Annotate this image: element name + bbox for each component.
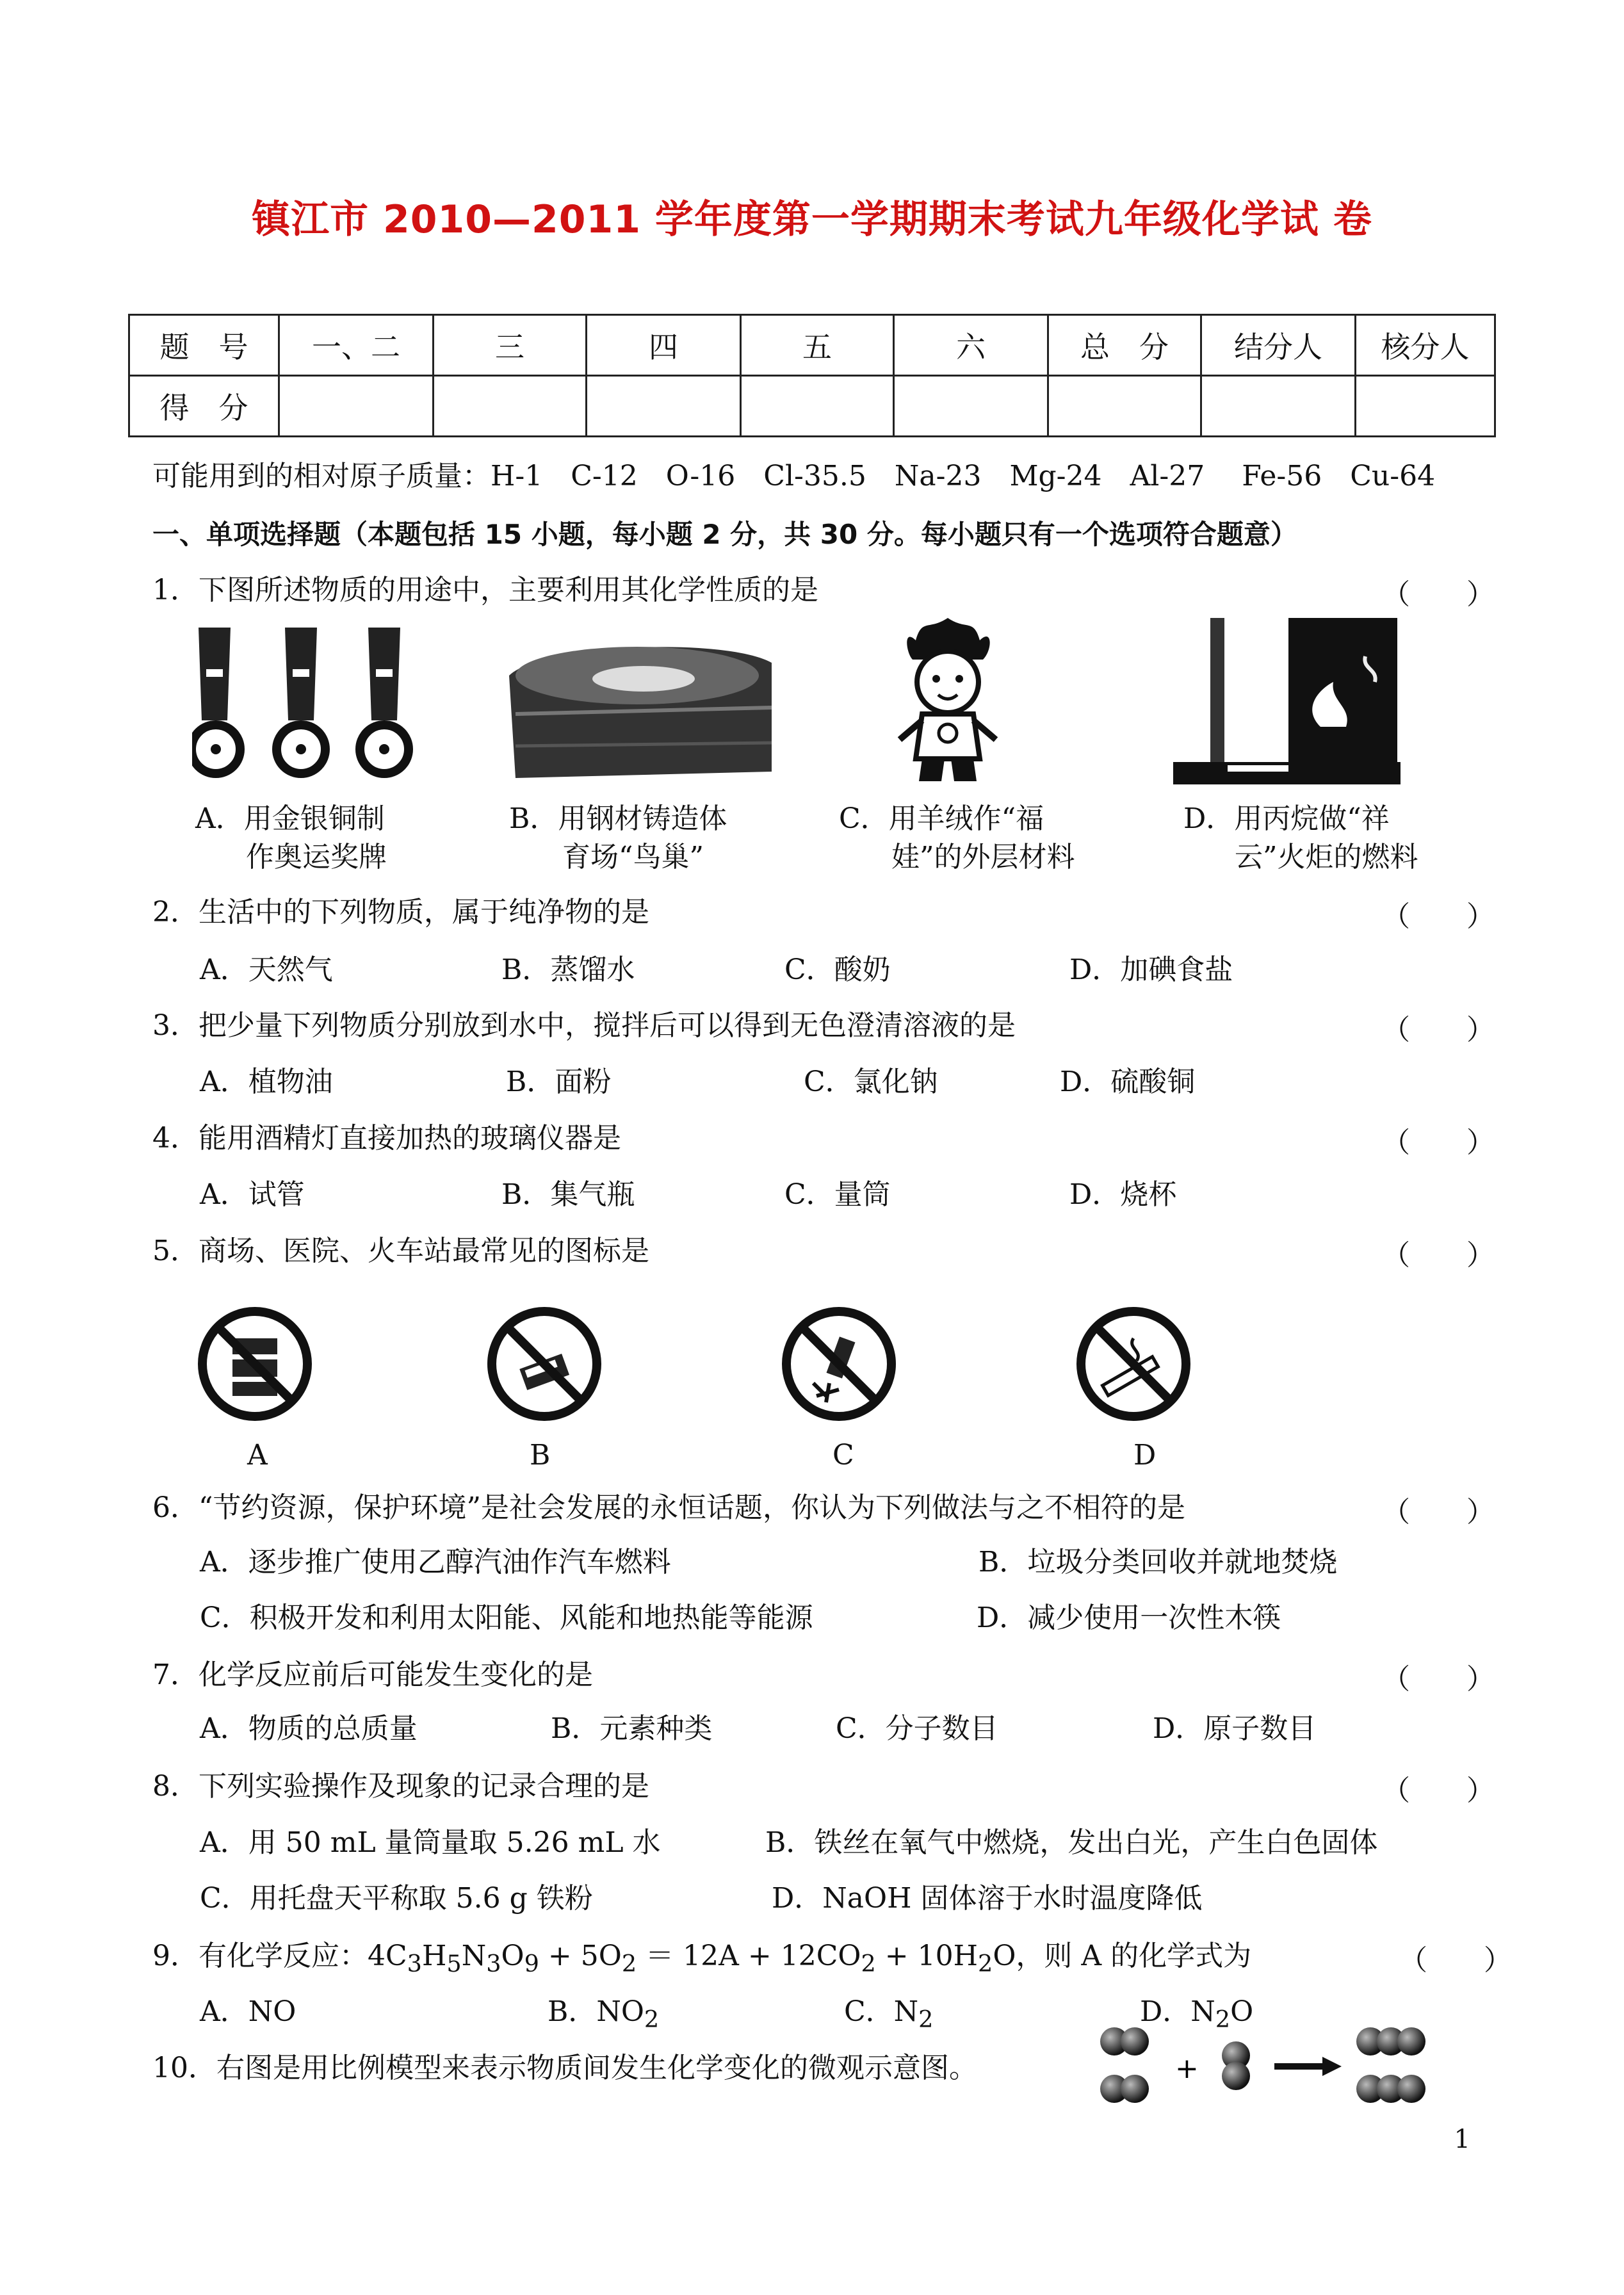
q6-option-c[interactable]: C．积极开发和利用太阳能、风能和地热能等能源 — [200, 1602, 813, 1634]
q9-option-text: D．N — [1140, 1995, 1215, 2028]
subscript: 3 — [407, 1949, 422, 1977]
subscript: 2 — [918, 2005, 934, 2033]
question-6-stem: 6．“节约资源，保护环境”是社会发展的永恒话题，你认为下列做法与之不相符的是 — [152, 1491, 1185, 1524]
q3-option-d[interactable]: D．硫酸铜 — [1060, 1066, 1196, 1098]
subscript: 2 — [978, 1949, 993, 1977]
subscript: 2 — [644, 2005, 660, 2033]
q8-option-d[interactable]: D．NaOH 固体溶于水时温度降低 — [772, 1882, 1203, 1915]
q4-option-b[interactable]: B．集气瓶 — [501, 1178, 635, 1211]
q7-option-c[interactable]: C．分子数目 — [836, 1712, 998, 1745]
score-table — [128, 314, 1496, 437]
score-input-cell[interactable] — [1356, 376, 1495, 437]
q1-option-b-cont: 育场“鸟巢” — [562, 841, 704, 873]
q9-option-text: O — [1230, 1995, 1254, 2028]
fuwa-mascot-image — [890, 615, 1005, 784]
q5-option-c[interactable]: C — [832, 1439, 854, 1472]
page-title: 镇江市 2010—2011 学年度第一学期期末考试九年级化学试 卷 — [252, 197, 1372, 242]
table-row — [129, 315, 1495, 376]
q2-option-d[interactable]: D．加碘食盐 — [1069, 953, 1233, 986]
birds-nest-stadium-image — [503, 637, 778, 784]
q1-option-d[interactable]: D．用丙烷做“祥 — [1183, 802, 1390, 835]
answer-paren[interactable]: （ ） — [1382, 1663, 1495, 1696]
table-cell: 四 — [587, 315, 741, 376]
q6-option-a[interactable]: A．逐步推广使用乙醇汽油作汽车燃料 — [200, 1546, 671, 1578]
score-input-cell[interactable] — [279, 376, 434, 437]
q6-option-b[interactable]: B．垃圾分类回收并就地焚烧 — [978, 1546, 1338, 1578]
q9-text: 9．有化学反应：4C — [152, 1940, 407, 1972]
q8-option-b[interactable]: B．铁丝在氧气中燃烧，发出白光，产生白色固体 — [765, 1826, 1378, 1859]
subscript: 2 — [1215, 2005, 1231, 2033]
table-cell: 核分人 — [1356, 315, 1495, 376]
q1-option-b[interactable]: B．用钢材铸造体 — [509, 802, 727, 835]
score-input-cell[interactable] — [894, 376, 1048, 437]
q9-text: ＝ 12A + 12CO — [637, 1940, 861, 1972]
table-cell: 总 分 — [1048, 315, 1201, 376]
q9-text: O，则 A 的化学式为 — [993, 1940, 1252, 1972]
q2-option-a[interactable]: A．天然气 — [200, 953, 333, 986]
q7-option-d[interactable]: D．原子数目 — [1153, 1712, 1317, 1745]
q9-option-text: B．NO — [548, 1995, 644, 2028]
q8-option-a[interactable]: A．用 50 mL 量筒量取 5.26 mL 水 — [200, 1826, 661, 1859]
plus-sign: + — [1175, 2052, 1199, 2085]
subscript: 2 — [621, 1949, 637, 1977]
q9-option-c[interactable] — [844, 1993, 934, 2039]
atomic-masses: 可能用到的相对原子质量：H-1 C-12 O-16 Cl-35.5 Na-23 Mg-24 Al-27 Fe-56 Cu-64 — [152, 460, 1436, 492]
no-matches-sign-icon — [474, 1300, 615, 1428]
answer-paren[interactable]: （ ） — [1382, 1496, 1495, 1529]
score-input-cell[interactable] — [434, 376, 587, 437]
q2-option-b[interactable]: B．蒸馏水 — [501, 953, 635, 986]
q4-option-d[interactable]: D．烧杯 — [1069, 1178, 1177, 1211]
q7-option-a[interactable]: A．物质的总质量 — [200, 1712, 418, 1745]
no-fuel-drum-sign-icon — [178, 1300, 332, 1428]
answer-paren[interactable]: （ ） — [1382, 900, 1495, 933]
score-input-cell[interactable] — [1048, 376, 1201, 437]
section-heading: 一、单项选择题（本题包括 15 小题，每小题 2 分，共 30 分。每小题只有一个选项符合题意） — [152, 519, 1297, 550]
q4-option-a[interactable]: A．试管 — [200, 1178, 305, 1211]
table-cell: 题 号 — [129, 315, 279, 376]
subscript: 2 — [861, 1949, 876, 1977]
q5-option-a[interactable]: A — [247, 1439, 268, 1472]
question-7-stem: 7．化学反应前后可能发生变化的是 — [152, 1658, 593, 1691]
answer-paren[interactable]: （ ） — [1382, 1239, 1495, 1272]
question-8-stem: 8．下列实验操作及现象的记录合理的是 — [152, 1770, 649, 1803]
q3-option-c[interactable]: C．氯化钠 — [804, 1066, 938, 1098]
table-cell: 结分人 — [1201, 315, 1356, 376]
q6-option-d[interactable]: D．减少使用一次性木筷 — [977, 1602, 1281, 1634]
q9-text: + 5O — [539, 1940, 622, 1972]
q3-option-b[interactable]: B．面粉 — [506, 1066, 612, 1098]
question-2-stem: 2．生活中的下列物质，属于纯净物的是 — [152, 896, 649, 929]
q9-text: H — [421, 1940, 447, 1972]
torch-image — [1173, 618, 1401, 784]
q9-text: O — [501, 1940, 524, 1972]
q2-option-c[interactable]: C．酸奶 — [784, 953, 891, 986]
q3-option-a[interactable]: A．植物油 — [200, 1066, 333, 1098]
q4-option-c[interactable]: C．量筒 — [784, 1178, 891, 1211]
q1-option-d-cont: 云”火炬的燃料 — [1235, 841, 1418, 873]
question-4-stem: 4．能用酒精灯直接加热的玻璃仪器是 — [152, 1122, 621, 1155]
score-input-cell[interactable] — [1201, 376, 1356, 437]
answer-paren[interactable]: （ ） — [1399, 1944, 1512, 1977]
q9-text: + 10H — [875, 1940, 978, 1972]
q9-text: N — [461, 1940, 487, 1972]
q1-option-c[interactable]: C．用羊绒作“福 — [839, 802, 1044, 835]
subscript: 5 — [446, 1949, 462, 1977]
score-input-cell[interactable] — [587, 376, 741, 437]
answer-paren[interactable]: （ ） — [1382, 1014, 1495, 1046]
q7-option-b[interactable]: B．元素种类 — [551, 1712, 713, 1745]
q9-option-b[interactable] — [548, 1993, 659, 2039]
q8-option-c[interactable]: C．用托盘天平称取 5.6 g 铁粉 — [200, 1882, 593, 1915]
q5-option-d[interactable]: D — [1133, 1439, 1157, 1472]
molecular-model-diagram — [1095, 2017, 1441, 2120]
table-row — [129, 376, 1495, 437]
table-cell: 三 — [434, 315, 587, 376]
answer-paren[interactable]: （ ） — [1382, 1774, 1495, 1807]
q9-option-text: C．N — [844, 1995, 919, 2028]
answer-paren[interactable]: （ ） — [1382, 1126, 1495, 1159]
score-input-cell[interactable] — [741, 376, 894, 437]
q1-option-c-cont: 娃”的外层材料 — [891, 841, 1075, 873]
question-5-stem: 5．商场、医院、火车站最常见的图标是 — [152, 1235, 649, 1267]
answer-paren[interactable]: （ ） — [1382, 578, 1495, 611]
no-fireworks-sign-icon — [768, 1300, 909, 1428]
q1-option-a-cont: 作奥运奖牌 — [246, 841, 387, 873]
subscript: 3 — [486, 1949, 501, 1977]
q9-option-a[interactable]: A．NO — [200, 1995, 296, 2028]
medals-image — [192, 624, 435, 784]
table-cell: 六 — [894, 315, 1048, 376]
table-cell: 一、二 — [279, 315, 434, 376]
question-1-stem: 1．下图所述物质的用途中，主要利用其化学性质的是 — [152, 574, 818, 606]
table-cell: 五 — [741, 315, 894, 376]
question-9-stem — [152, 1937, 1251, 1983]
q5-option-b[interactable]: B — [530, 1439, 551, 1472]
page-number: 1 — [1454, 2125, 1470, 2154]
question-10-stem: 10．右图是用比例模型来表示物质间发生化学变化的微观示意图。 — [152, 2052, 977, 2084]
table-cell: 得 分 — [129, 376, 279, 437]
question-3-stem: 3．把少量下列物质分别放到水中，搅拌后可以得到无色澄清溶液的是 — [152, 1009, 1016, 1042]
subscript: 9 — [524, 1949, 539, 1977]
no-smoking-sign-icon — [1063, 1300, 1204, 1428]
q1-option-a[interactable]: A．用金银铜制 — [195, 802, 385, 835]
